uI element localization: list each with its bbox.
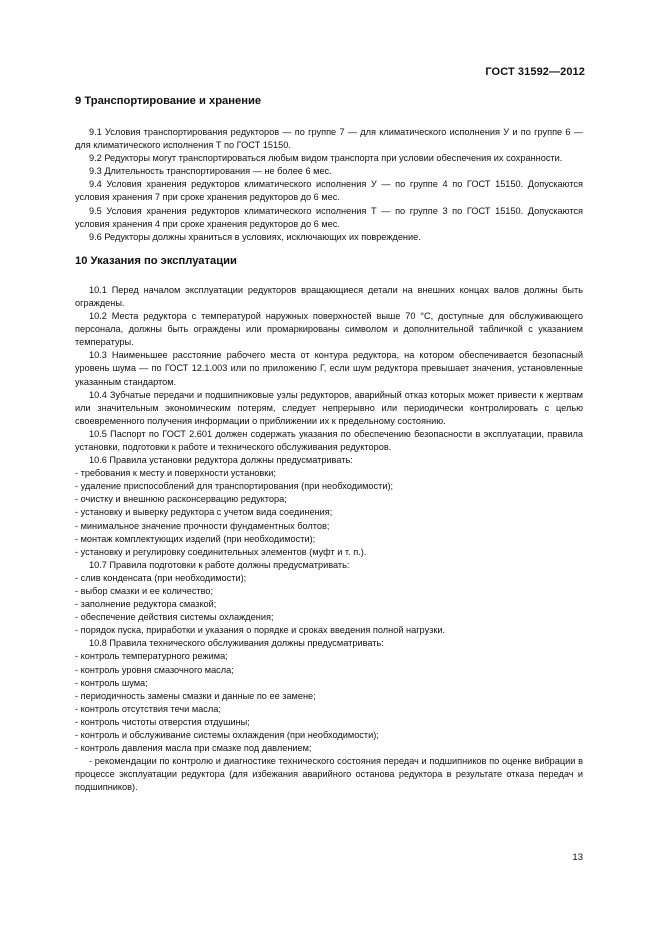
list-item: - требования к месту и поверхности установки; (75, 468, 276, 479)
paragraph-10-8: 10.8 Правила технического обслуживания должны предусматривать: (89, 638, 384, 649)
list-item: - монтаж комплектующих изделий (при необходимости); (75, 533, 316, 544)
list-item: - рекомендации по контролю и диагностике технического состояния передач и подшипников по оценке вибрации в процессе эксплуатации редуктора (для избежания аварийного останова редуктора в результате отказа передач и подшипников). (75, 756, 583, 793)
page-number: 13 (572, 852, 583, 863)
list-item: - периодичность замены смазки и данные по ее замене; (75, 690, 316, 701)
paragraph-10-4: 10.4 Зубчатые передачи и подшипниковые узлы редукторов, аварийный отказ которых может привести к жертвам или значительным экономическим потерям, следует непрерывно или периодически контролировать с целью своевременного получения информации о приближении их к предельному состоянию. (75, 389, 583, 426)
list-item: - слив конденсата (при необходимости); (75, 572, 247, 583)
paragraph-10-7: 10.7 Правила подготовки к работе должны предусматривать: (89, 559, 350, 570)
list-item: - контроль отсутствия течи масла; (75, 703, 221, 714)
list-item: - установку и регулировку соединительных элементов (муфт и т. п.). (75, 546, 367, 557)
list-item: - установку и выверку редуктора с учетом вида соединения; (75, 507, 333, 518)
standard-header: ГОСТ 31592—2012 (485, 66, 585, 78)
list-item: - контроль уровня смазочного масла; (75, 664, 234, 675)
paragraph-9-3: 9.3 Длительность транспортирования — не более 6 мес. (89, 166, 332, 177)
section-9-title: 9 Транспортирование и хранение (75, 95, 262, 107)
list-item: - контроль и обслуживание системы охлаждения (при необходимости); (75, 730, 379, 741)
list-item: - обеспечение действия системы охлаждения; (75, 612, 274, 623)
paragraph-9-2: 9.2 Редукторы могут транспортироваться любым видом транспорта при условии обеспечения их сохранности. (89, 153, 563, 164)
paragraph-9-5: 9.5 Условия хранения редукторов климатического исполнения Т — по группе 3 по ГОСТ 15150. Допускаются условия хранения 4 при сроке хранения редукторов до 6 мес. (75, 205, 583, 229)
paragraph-9-1: 9.1 Условия транспортирования редукторов — по группе 7 — для климатического исполнения У и по группе 6 — для климатического исполнения Т по ГОСТ 15150. (75, 127, 583, 151)
paragraph-9-6: 9.6 Редукторы должны храниться в условиях, исключающих их повреждение. (89, 231, 421, 242)
paragraph-10-6: 10.6 Правила установки редуктора должны предусматривать: (89, 455, 353, 466)
paragraph-10-5: 10.5 Паспорт по ГОСТ 2.601 должен содержать указания по обеспечению безопасности в эксплуатации, правила установки, подготовки к работе и технического обслуживания редукторов. (75, 428, 583, 452)
paragraph-9-4: 9.4 Условия хранения редукторов климатического исполнения У — по группе 4 по ГОСТ 15150. Допускаются условия хранения 7 при сроке хранения редукторов до 6 мес. (75, 179, 583, 203)
list-item: - контроль чистоты отверстия отдушины; (75, 716, 250, 727)
paragraph-10-1: 10.1 Перед началом эксплуатации редукторов вращающиеся детали на внешних концах валов должны быть ограждены. (75, 284, 583, 308)
list-item: - выбор смазки и ее количество; (75, 586, 214, 596)
list-item: - контроль температурного режима; (75, 651, 228, 662)
paragraph-10-3: 10.3 Наименьшее расстояние рабочего места от контура редуктора, на котором обеспечивается безопасный уровень шума — по ГОСТ 12.1.003 или по приложению Г, если шум редуктора превышает значения, установленные указанным стандартом. (75, 350, 583, 387)
list-item: - порядок пуска, приработки и указания о порядке и сроках введения полной нагрузки. (75, 625, 446, 636)
paragraph-10-2: 10.2 Места редуктора с температурой наружных поверхностей выше 70 °С, доступные для обслуживающего персонала, должны быть ограждены или промаркированы символом и дополнительной табличкой с указанием температуры. (75, 311, 583, 348)
list-item: - контроль шума; (75, 677, 148, 688)
list-item: - удаление приспособлений для транспортирования (при необходимости); (75, 481, 394, 492)
list-item: - контроль давления масла при смазке под давлением; (75, 743, 312, 754)
section-10-title: 10 Указания по эксплуатации (75, 254, 237, 267)
page-content (75, 93, 583, 795)
list-item: - минимальное значение прочности фундаментных болтов; (75, 520, 330, 531)
list-item: - очистку и внешнюю расконсервацию редуктора; (75, 494, 287, 505)
list-item: - заполнение редуктора смазкой; (75, 599, 217, 610)
